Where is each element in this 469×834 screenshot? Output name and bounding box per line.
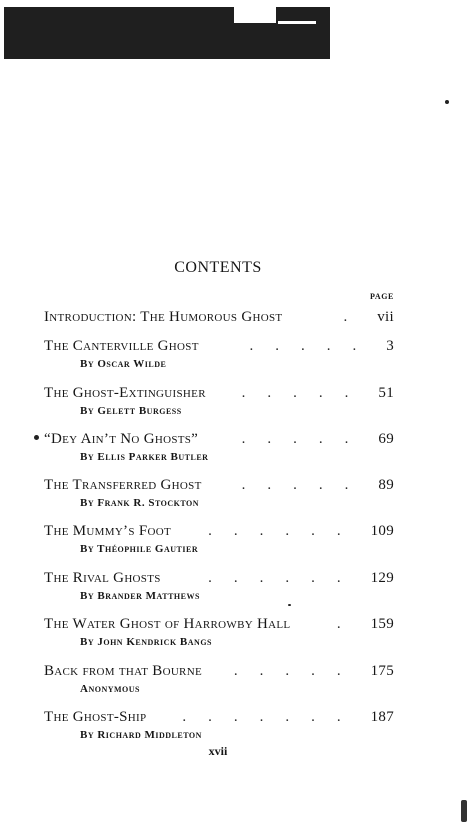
- toc-entry: [44, 309, 394, 329]
- scan-notch: [234, 7, 276, 23]
- toc-author: By John Kendrick Bangs: [80, 636, 212, 648]
- toc-page-number: 159: [370, 616, 394, 632]
- toc-page-number: 89: [378, 477, 394, 493]
- toc-title-row: [44, 663, 394, 683]
- toc-title-row: [44, 570, 394, 590]
- dot-leader: ......: [208, 570, 363, 586]
- toc-page-number: 3: [386, 338, 394, 354]
- toc-title: The Mummy’s Foot: [44, 523, 171, 539]
- dot-leader: .......: [182, 709, 363, 725]
- toc-title-row: [44, 523, 394, 543]
- toc-title: The Transferred Ghost: [44, 477, 202, 493]
- toc-page-number: 51: [378, 385, 394, 401]
- toc-entry: [44, 431, 394, 463]
- toc-page-number: vii: [377, 309, 394, 325]
- toc-page-number: 129: [370, 570, 394, 586]
- margin-mark: [34, 435, 39, 440]
- toc-author: By Frank R. Stockton: [80, 497, 200, 509]
- toc-page-number: 109: [370, 523, 394, 539]
- ink-speck: [445, 100, 449, 104]
- toc-page-number: 187: [370, 709, 394, 725]
- toc-title-row: [44, 309, 394, 329]
- toc-title-row: [44, 431, 394, 451]
- toc-title: The Rival Ghosts: [44, 570, 161, 586]
- toc-title-row: [44, 385, 394, 405]
- toc-author: By Gelett Burgess: [80, 405, 182, 417]
- toc-title: Introduction: The Humorous Ghost: [44, 309, 283, 325]
- page-edge-mark: [461, 800, 467, 822]
- page-column-label: PAGE: [369, 292, 394, 301]
- toc-entry: [44, 616, 394, 648]
- toc-title-row: [44, 616, 394, 636]
- toc-entry: [44, 385, 394, 417]
- dot-leader: .....: [233, 663, 363, 679]
- toc-title: “Dey Ain’t No Ghosts”: [44, 431, 199, 447]
- toc-title: The Ghost-Ship: [44, 709, 147, 725]
- dot-leader: .....: [241, 431, 371, 447]
- toc-author: By Ellis Parker Butler: [80, 451, 209, 463]
- toc-title: The Canterville Ghost: [44, 338, 199, 354]
- toc-author: By Brander Matthews: [80, 590, 200, 602]
- scan-notch: [278, 21, 316, 24]
- toc-title-row: [44, 477, 394, 497]
- toc-author: By Oscar Wilde: [80, 358, 167, 370]
- contents-heading: CONTENTS: [174, 259, 262, 276]
- page-folio: xvii: [208, 744, 228, 758]
- toc-entry: [44, 523, 394, 555]
- toc-title: The Ghost-Extinguisher: [44, 385, 206, 401]
- toc-title: Back from that Bourne: [44, 663, 202, 679]
- toc-entry: [44, 570, 394, 602]
- scan-redaction-block: [4, 7, 330, 59]
- toc-page-number: 69: [378, 431, 394, 447]
- toc-author: By Richard Middleton: [80, 729, 202, 741]
- toc-title-row: [44, 709, 394, 729]
- dot-leader: .: [336, 616, 363, 632]
- dot-leader: .....: [241, 385, 371, 401]
- toc-page-number: 175: [370, 663, 394, 679]
- dot-leader: ......: [208, 523, 363, 539]
- toc-entry: [44, 663, 394, 695]
- toc-author: Anonymous: [80, 683, 140, 695]
- toc-entry: [44, 338, 394, 370]
- toc-title: The Water Ghost of Harrowby Hall: [44, 616, 291, 632]
- toc-author: By Théophile Gautier: [80, 543, 199, 555]
- toc-entry: [44, 477, 394, 509]
- dot-leader: .: [343, 309, 370, 325]
- dot-leader: .....: [249, 338, 379, 354]
- ink-speck: [288, 604, 291, 606]
- dot-leader: .....: [241, 477, 371, 493]
- toc-title-row: [44, 338, 394, 358]
- toc-entry: [44, 709, 394, 741]
